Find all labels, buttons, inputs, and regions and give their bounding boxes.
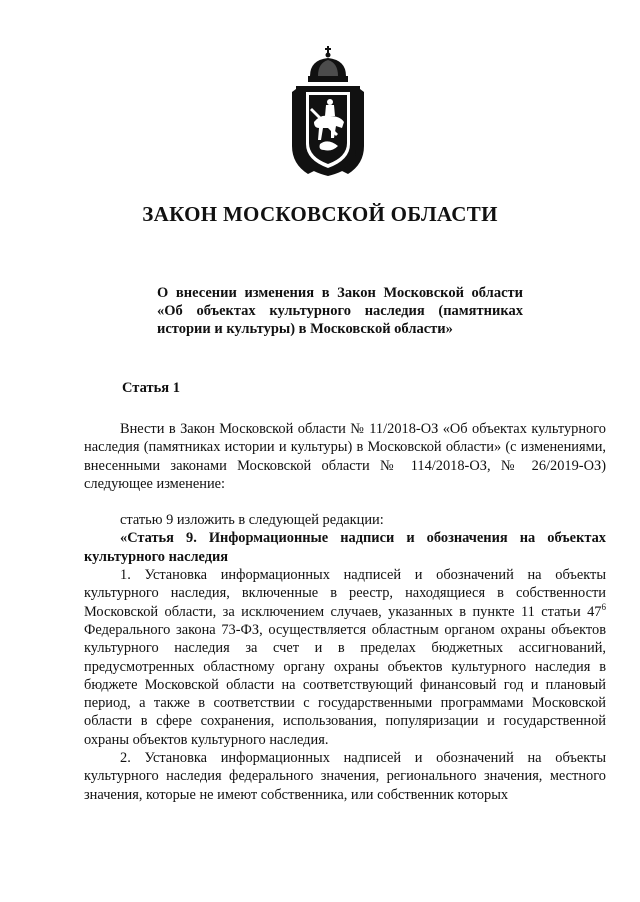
point-1-text-end: Федерального закона 73-ФЗ, осуществляется областным органом охраны объектов культурного наследия за счет и в пределах бюджетных ассигнований, предусмотренных областному органу охраны объектов культурного наследия в бюджете Московской области на соответствующий финансовый год и плановый период, а также в соответствии с государственными программами Московской области в сфере сохранения, использования, популяризации и государственной охраны объектов культурного наследия. [84, 621, 606, 748]
article-1-heading: Статья 1 [122, 380, 180, 396]
intro-paragraph: Внести в Закон Московской области № 11/2018-ОЗ «Об объектах культурного наследия (памятниках истории и культуры) в Московской области» (с изменениями, внесенными законами Московской области № 114/2018-ОЗ, № 26/2019-ОЗ) следующее изменение: [84, 421, 606, 492]
law-title: ЗАКОН МОСКОВСКОЙ ОБЛАСТИ [142, 202, 498, 226]
article-9-heading: «Статья 9. Информационные надписи и обозначения на объектах культурного наследия [84, 530, 606, 565]
shield-frame [292, 86, 364, 176]
moscow-oblast-coat-of-arms [290, 46, 366, 178]
point-2-paragraph: 2. Установка информационных надписей и обозначений на объекты культурного наследия федерального значения, регионального значения, местного значения, которые не имеют собственника, или собственник которых [84, 750, 606, 803]
instruction-line: статью 9 изложить в следующей редакции: [120, 512, 384, 529]
point-1-text-start: 1. Установка информационных надписей и обозначений на объекты культурного наследия, включенные в реестр, находящиеся в собственности Московской области, за исключением случаев, указанных в пункте 11 статьи 47 [84, 567, 606, 620]
point-1-paragraph [84, 566, 606, 749]
law-subject: О внесении изменения в Закон Московской области «Об объектах культурного наследия (памятниках истории и культуры) в Московской области» [157, 285, 523, 337]
law-body [84, 420, 606, 804]
crown-icon [308, 46, 348, 82]
point-1-superscript: 6 [601, 601, 606, 612]
